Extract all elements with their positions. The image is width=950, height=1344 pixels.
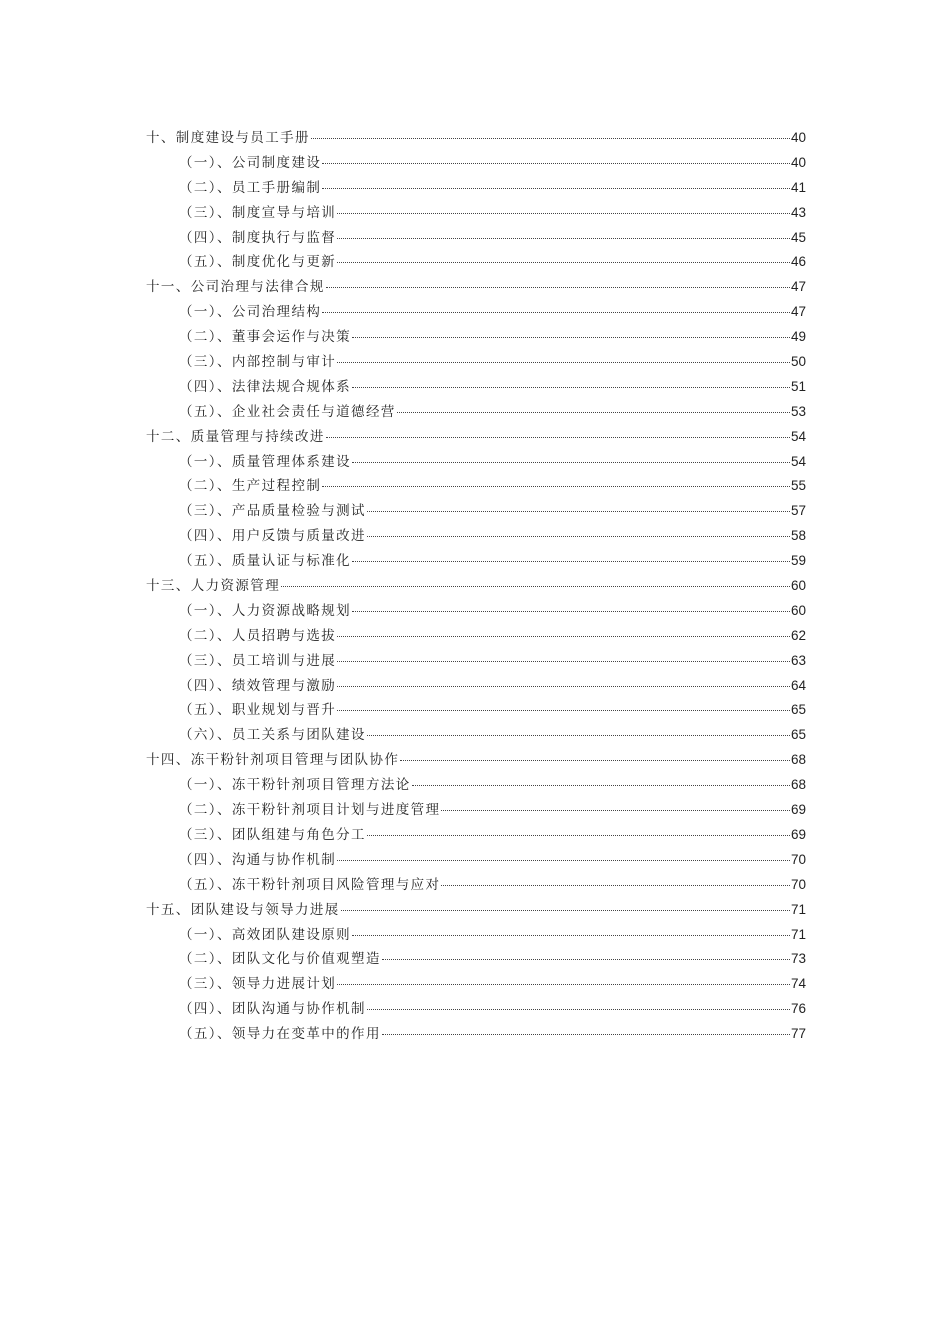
- toc-section-entry[interactable]: [146, 624, 806, 649]
- toc-dot-leader: [352, 386, 790, 388]
- toc-dot-leader: [311, 137, 790, 139]
- toc-section-entry[interactable]: [146, 474, 806, 499]
- toc-dot-leader: [322, 311, 790, 313]
- toc-section-entry[interactable]: [146, 151, 806, 176]
- toc-page-number: 68: [790, 777, 806, 793]
- toc-page-number: 70: [790, 851, 806, 867]
- toc-entry-title: （五）、冻干粉针剂项目风险管理与应对: [179, 876, 441, 893]
- toc-dot-leader: [367, 834, 790, 836]
- toc-dot-leader: [337, 859, 790, 861]
- toc-dot-leader: [352, 934, 790, 936]
- toc-page-number: 63: [790, 652, 806, 668]
- toc-page-number: 62: [790, 627, 806, 643]
- toc-dot-leader: [337, 709, 790, 711]
- toc-page-number: 65: [790, 727, 806, 743]
- toc-entry-title: （一）、高效团队建设原则: [179, 926, 352, 943]
- toc-section-entry[interactable]: [146, 798, 806, 823]
- toc-dot-leader: [352, 610, 790, 612]
- toc-dot-leader: [367, 734, 790, 736]
- toc-entry-title: 十三、人力资源管理: [146, 578, 281, 595]
- toc-page-number: 60: [790, 602, 806, 618]
- toc-entry-title: （二）、团队文化与价值观塑造: [179, 951, 381, 968]
- toc-page-number: 74: [790, 976, 806, 992]
- toc-page-number: 54: [790, 453, 806, 469]
- toc-page-number: 43: [790, 204, 806, 220]
- toc-dot-leader: [337, 635, 790, 637]
- toc-entry-title: 十一、公司治理与法律合规: [146, 279, 325, 296]
- toc-page-number: 65: [790, 702, 806, 718]
- toc-page-number: 70: [790, 876, 806, 892]
- toc-section-entry[interactable]: [146, 524, 806, 549]
- toc-dot-leader: [322, 162, 790, 164]
- toc-dot-leader: [367, 535, 790, 537]
- toc-section-entry[interactable]: [146, 823, 806, 848]
- toc-section-entry[interactable]: [146, 947, 806, 972]
- toc-page-number: 53: [790, 403, 806, 419]
- toc-dot-leader: [281, 585, 790, 587]
- toc-entry-title: （四）、法律法规合规体系: [179, 378, 352, 395]
- toc-entry-title: （五）、领导力在变革中的作用: [179, 1026, 381, 1043]
- toc-chapter-entry[interactable]: [146, 275, 806, 300]
- toc-dot-leader: [337, 361, 790, 363]
- toc-dot-leader: [337, 237, 790, 239]
- toc-section-entry[interactable]: [146, 375, 806, 400]
- toc-dot-leader: [337, 261, 790, 263]
- toc-entry-title: （一）、质量管理体系建设: [179, 453, 352, 470]
- toc-chapter-entry[interactable]: [146, 574, 806, 599]
- toc-section-entry[interactable]: [146, 226, 806, 251]
- toc-page-number: 68: [790, 752, 806, 768]
- toc-dot-leader: [341, 909, 790, 911]
- toc-page-number: 47: [790, 304, 806, 320]
- toc-section-entry[interactable]: [146, 400, 806, 425]
- toc-dot-leader: [397, 411, 790, 413]
- toc-section-entry[interactable]: [146, 972, 806, 997]
- toc-section-entry[interactable]: [146, 873, 806, 898]
- toc-entry-title: （五）、职业规划与晋升: [179, 702, 337, 719]
- toc-entry-title: （五）、质量认证与标准化: [179, 553, 352, 570]
- toc-page-number: 71: [790, 926, 806, 942]
- toc-entry-title: 十五、团队建设与领导力进展: [146, 901, 340, 918]
- toc-entry-title: （一）、人力资源战略规划: [179, 602, 352, 619]
- toc-entry-title: （五）、企业社会责任与道德经营: [179, 403, 396, 420]
- toc-page-number: 59: [790, 553, 806, 569]
- toc-chapter-entry[interactable]: [146, 425, 806, 450]
- toc-section-entry[interactable]: [146, 549, 806, 574]
- toc-page-number: 60: [790, 578, 806, 594]
- toc-dot-leader: [382, 1033, 790, 1035]
- toc-dot-leader: [326, 286, 790, 288]
- toc-entry-title: （三）、制度宣导与培训: [179, 204, 337, 221]
- toc-entry-title: （三）、内部控制与审计: [179, 354, 337, 371]
- toc-entry-title: 十二、质量管理与持续改进: [146, 428, 325, 445]
- toc-section-entry[interactable]: [146, 848, 806, 873]
- toc-section-entry[interactable]: [146, 201, 806, 226]
- toc-chapter-entry[interactable]: [146, 898, 806, 923]
- toc-entry-title: （二）、董事会运作与决策: [179, 329, 352, 346]
- toc-section-entry[interactable]: [146, 649, 806, 674]
- toc-page-number: 57: [790, 503, 806, 519]
- toc-dot-leader: [326, 436, 790, 438]
- toc-page-number: 49: [790, 329, 806, 345]
- toc-entry-title: （一）、冻干粉针剂项目管理方法论: [179, 777, 411, 794]
- toc-section-entry[interactable]: [146, 599, 806, 624]
- table-of-contents: [146, 126, 806, 1047]
- toc-entry-title: （六）、员工关系与团队建设: [179, 727, 366, 744]
- toc-section-entry[interactable]: [146, 773, 806, 798]
- toc-page-number: 58: [790, 528, 806, 544]
- toc-chapter-entry[interactable]: [146, 126, 806, 151]
- toc-section-entry[interactable]: [146, 176, 806, 201]
- toc-page-number: 73: [790, 951, 806, 967]
- toc-page-number: 71: [790, 901, 806, 917]
- toc-page-number: 41: [790, 179, 806, 195]
- toc-dot-leader: [322, 485, 790, 487]
- toc-entry-title: （四）、用户反馈与质量改进: [179, 528, 366, 545]
- toc-entry-title: （一）、公司制度建设: [179, 154, 322, 171]
- toc-dot-leader: [367, 1008, 790, 1010]
- toc-section-entry[interactable]: [146, 325, 806, 350]
- toc-page-number: 47: [790, 279, 806, 295]
- toc-section-entry[interactable]: [146, 499, 806, 524]
- toc-dot-leader: [352, 336, 790, 338]
- toc-section-entry[interactable]: [146, 723, 806, 748]
- toc-entry-title: （三）、团队组建与角色分工: [179, 826, 366, 843]
- toc-section-entry[interactable]: [146, 674, 806, 699]
- toc-dot-leader: [352, 461, 790, 463]
- toc-section-entry[interactable]: [146, 450, 806, 475]
- toc-dot-leader: [382, 958, 790, 960]
- toc-entry-title: （三）、产品质量检验与测试: [179, 503, 366, 520]
- toc-dot-leader: [400, 759, 790, 761]
- toc-entry-title: （三）、员工培训与进展: [179, 652, 337, 669]
- toc-page-number: 50: [790, 354, 806, 370]
- toc-page-number: 76: [790, 1001, 806, 1017]
- toc-page-number: 55: [790, 478, 806, 494]
- toc-entry-title: （五）、制度优化与更新: [179, 254, 337, 271]
- toc-entry-title: 十四、冻干粉针剂项目管理与团队协作: [146, 752, 400, 769]
- toc-section-entry[interactable]: [146, 698, 806, 723]
- toc-entry-title: 十、制度建设与员工手册: [146, 130, 310, 146]
- toc-dot-leader: [337, 660, 790, 662]
- toc-entry-title: （二）、员工手册编制: [179, 179, 322, 196]
- toc-page-number: 77: [790, 1026, 806, 1042]
- toc-chapter-entry[interactable]: [146, 748, 806, 773]
- toc-page-number: 45: [790, 229, 806, 245]
- toc-entry-title: （四）、团队沟通与协作机制: [179, 1001, 366, 1018]
- toc-page-number: 40: [790, 154, 806, 170]
- toc-section-entry[interactable]: [146, 997, 806, 1022]
- toc-page-number: 64: [790, 677, 806, 693]
- toc-dot-leader: [322, 187, 790, 189]
- toc-entry-title: （一）、公司治理结构: [179, 304, 322, 321]
- toc-dot-leader: [441, 809, 790, 811]
- toc-dot-leader: [441, 884, 790, 886]
- toc-page-number: 69: [790, 826, 806, 842]
- toc-section-entry[interactable]: [146, 1022, 806, 1047]
- toc-dot-leader: [337, 983, 790, 985]
- toc-page-number: 51: [790, 378, 806, 394]
- toc-entry-title: （四）、绩效管理与激励: [179, 677, 337, 694]
- toc-page-number: 54: [790, 428, 806, 444]
- toc-entry-title: （四）、沟通与协作机制: [179, 851, 337, 868]
- toc-page-number: 46: [790, 254, 806, 270]
- toc-section-entry[interactable]: [146, 350, 806, 375]
- toc-page-number: 40: [790, 130, 806, 145]
- toc-dot-leader: [367, 510, 790, 512]
- toc-page-number: 69: [790, 802, 806, 818]
- toc-entry-title: （二）、生产过程控制: [179, 478, 322, 495]
- toc-section-entry[interactable]: [146, 923, 806, 948]
- toc-dot-leader: [337, 685, 790, 687]
- toc-entry-title: （二）、冻干粉针剂项目计划与进度管理: [179, 802, 441, 819]
- toc-section-entry[interactable]: [146, 250, 806, 275]
- toc-entry-title: （二）、人员招聘与选拔: [179, 627, 337, 644]
- toc-entry-title: （四）、制度执行与监督: [179, 229, 337, 246]
- toc-dot-leader: [337, 212, 790, 214]
- toc-dot-leader: [352, 560, 790, 562]
- toc-dot-leader: [412, 784, 790, 786]
- toc-entry-title: （三）、领导力进展计划: [179, 976, 337, 993]
- toc-section-entry[interactable]: [146, 300, 806, 325]
